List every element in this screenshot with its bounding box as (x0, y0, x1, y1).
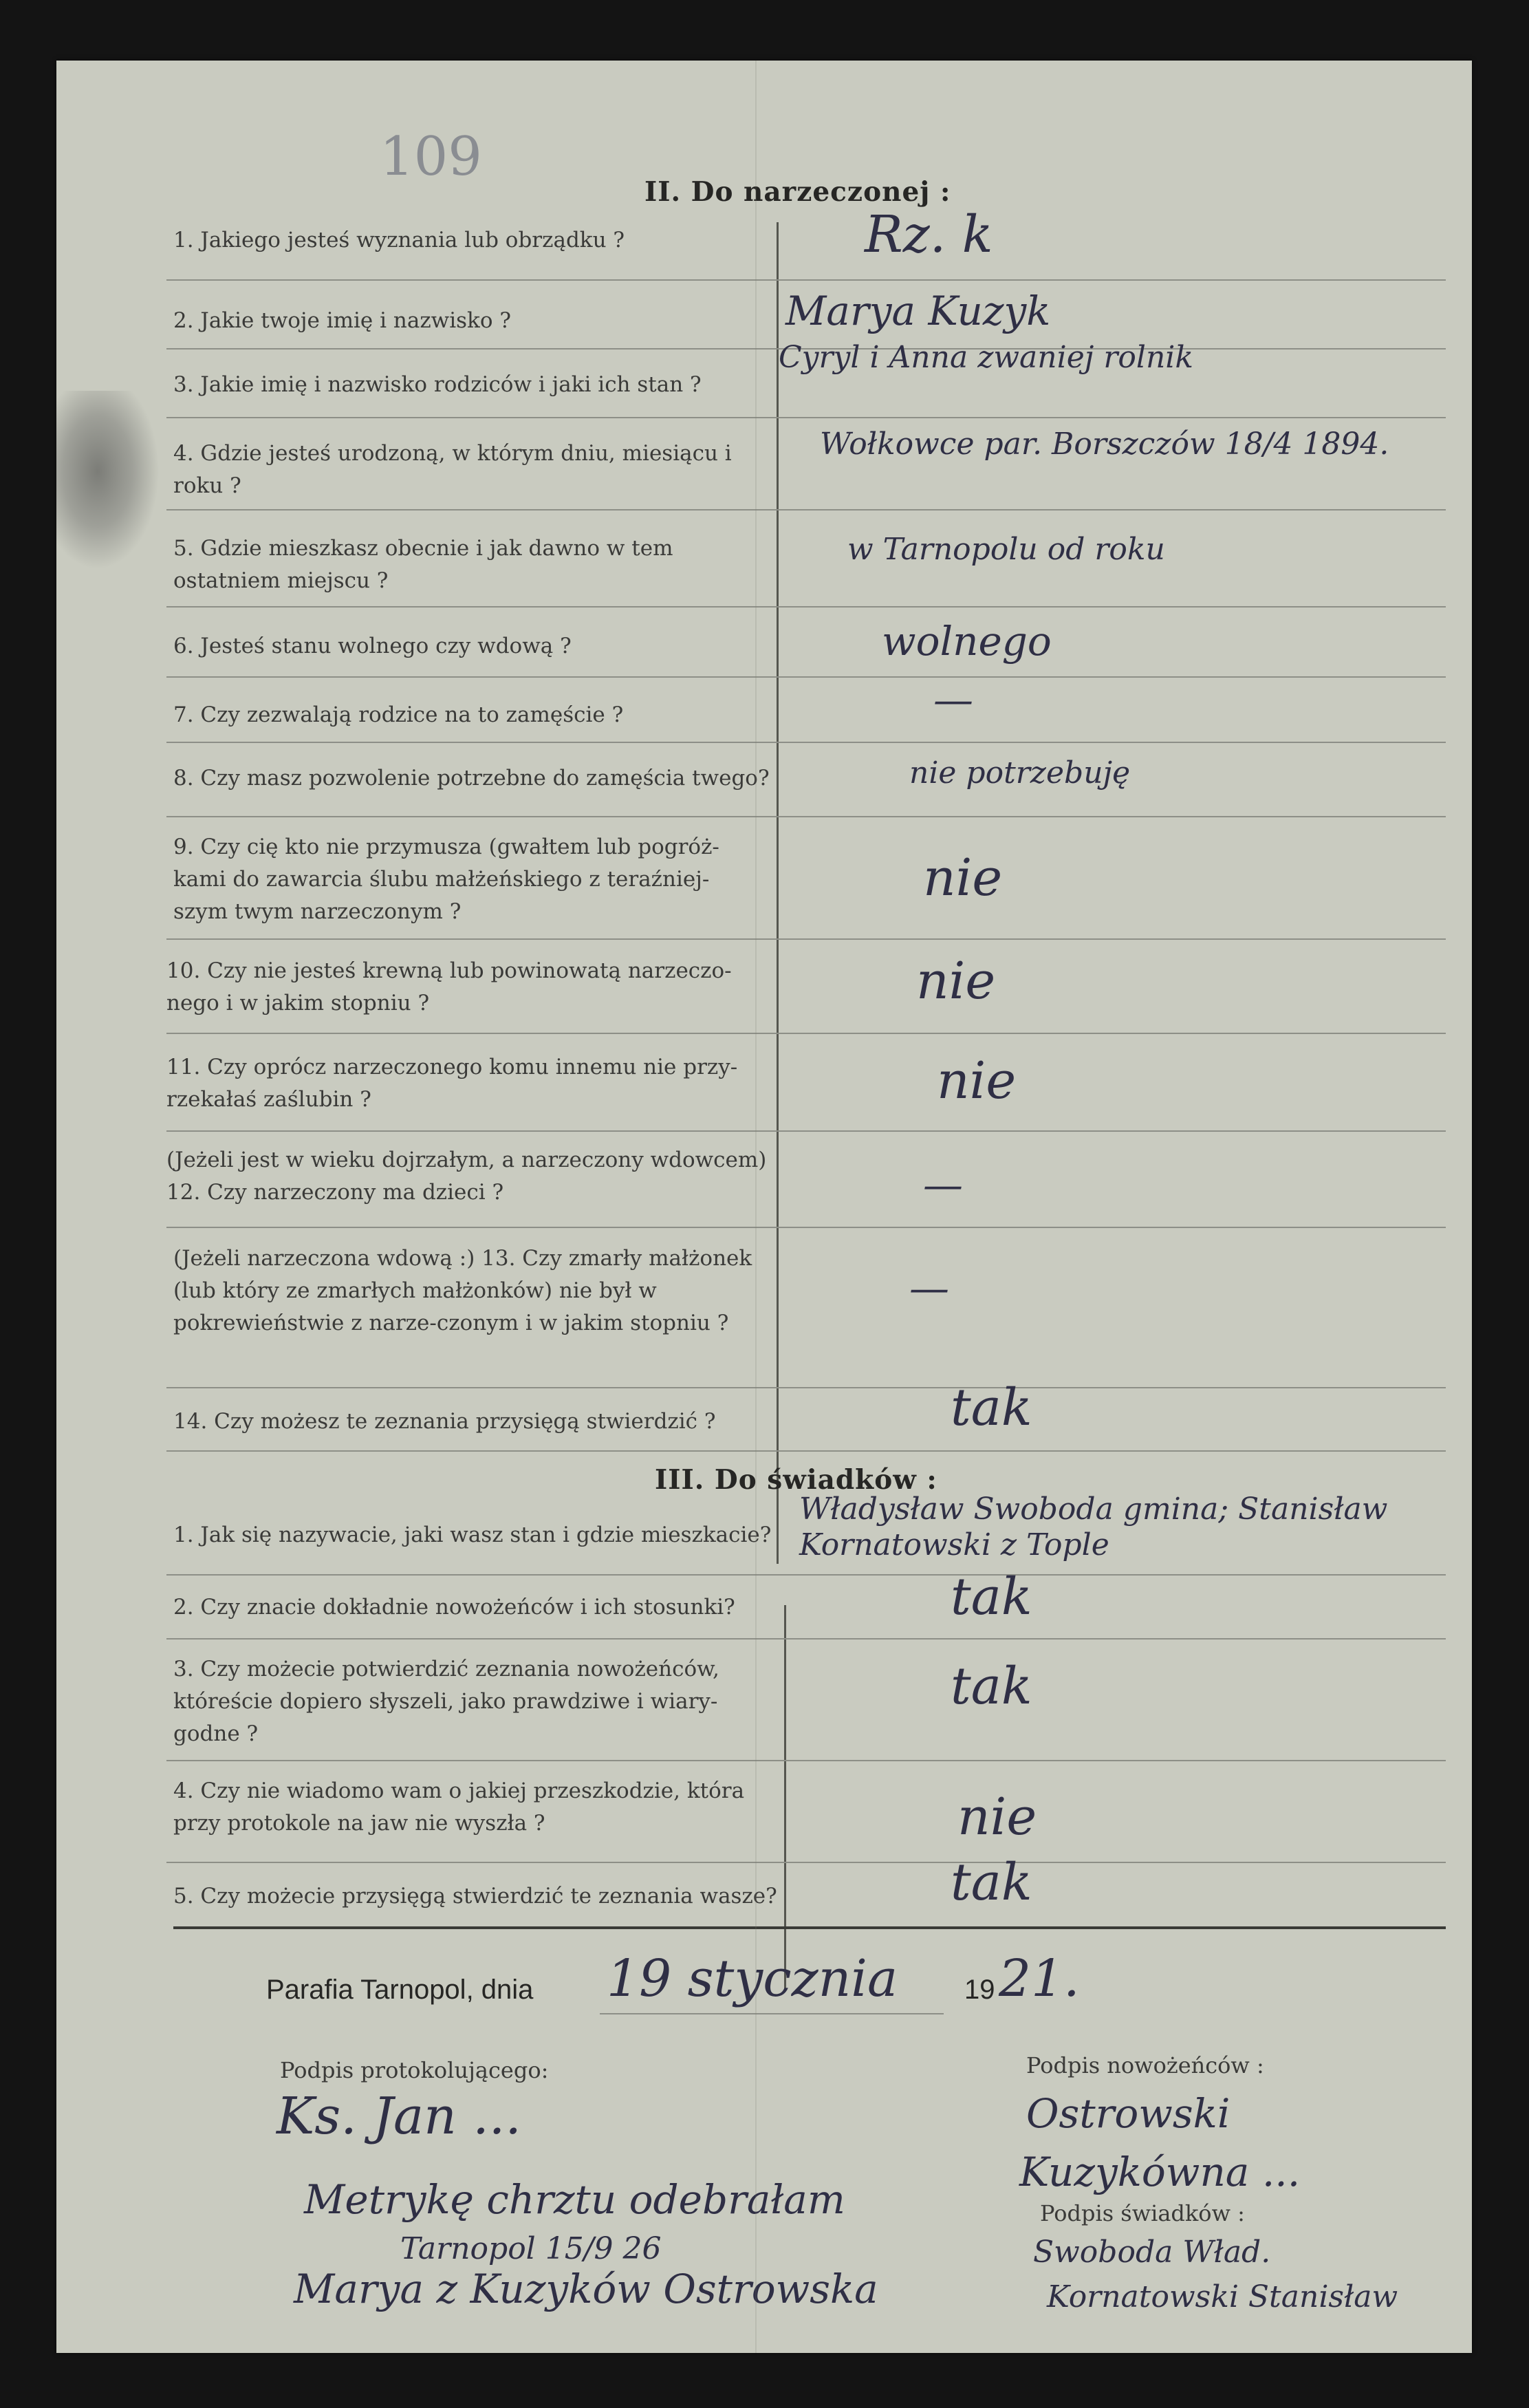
bride-answer-6: wolnego (882, 618, 1052, 665)
bride-question-13: (Jeżeli narzeczona wdową :) 13. Czy zmarły małżonek (lub który ze zmarłych małżonków) nie był w pokrewieństwie z narze-czonym i w jakim stopniu ? (173, 1246, 752, 1335)
row-divider (166, 1574, 1446, 1576)
bride-question-14: 14. Czy możesz te zeznania przysięgą stwierdzić ? (173, 1409, 716, 1434)
row-divider (166, 279, 1446, 281)
row-divider (166, 676, 1446, 678)
receipt-note-line-2: Tarnopol 15/9 26 (400, 2231, 662, 2266)
bride-answer-3: Cyryl i Anna zwaniej rolnik (779, 340, 1194, 375)
witness-signature-2: Kornatowski Stanisław (1047, 2279, 1398, 2314)
bride-answer-9: nie (923, 848, 1003, 907)
couple-signature-1: Ostrowski (1026, 2090, 1230, 2137)
bride-answer-1: Rz. k (865, 205, 993, 264)
row-divider (166, 1450, 1446, 1452)
row-divider (166, 938, 1446, 940)
section-title-witnesses: III. Do świadków : (655, 1464, 937, 1496)
witness-answer-3: tak (951, 1657, 1032, 1716)
bride-answer-5: w Tarnopolu od roku (847, 532, 1165, 567)
bride-answer-10: nie (916, 952, 996, 1011)
bride-question-2: 2. Jakie twoje imię i nazwisko ? (173, 308, 511, 333)
protocol-signature: Ks. Jan ... (276, 2087, 521, 2146)
bride-answer-11: nie (937, 1051, 1017, 1110)
witness-question-3: 3. Czy możecie potwierdzić zeznania nowożeńców, któreście dopiero słyszeli, jako prawdziwe i wiary-godne ? (173, 1657, 719, 1746)
bride-answer-12: — (923, 1161, 963, 1208)
row-divider (166, 742, 1446, 743)
row-divider (166, 1760, 1446, 1761)
ink-stain (56, 391, 160, 570)
bride-question-6: 6. Jesteś stanu wolnego czy wdową ? (173, 634, 572, 658)
bride-answer-13: — (909, 1265, 949, 1311)
row-divider (166, 1130, 1446, 1132)
row-divider (166, 1638, 1446, 1640)
witness-signature-1: Swoboda Wład. (1033, 2235, 1271, 2270)
form-page (56, 61, 1472, 2353)
witness-answer-1: Władysław Swoboda gmina; Stanisław Kornatowski z Tople (799, 1492, 1388, 1562)
protocol-signature-label: Podpis protokolującego: (280, 2057, 549, 2083)
witness-answer-4: nie (957, 1787, 1037, 1847)
page-number: 109 (380, 126, 482, 188)
bride-question-12: (Jeżeli jest w wieku dojrzałym, a narzeczony wdowcem) 12. Czy narzeczony ma dzieci ? (166, 1148, 767, 1205)
bride-question-9: 9. Czy cię kto nie przymusza (gwałtem lub pogróż-kami do zawarcia ślubu małżeńskiego z teraźniej-szym twym narzeczonym ? (173, 835, 719, 924)
bride-question-11: 11. Czy oprócz narzeczonego komu innemu nie przy-rzekałaś zaślubin ? (166, 1055, 738, 1112)
row-divider (166, 1033, 1446, 1034)
column-divider-witnesses (784, 1605, 786, 1989)
row-divider (166, 1862, 1446, 1863)
section-title-bride: II. Do narzeczonej : (644, 176, 951, 208)
bride-question-3: 3. Jakie imię i nazwisko rodziców i jaki ich stan ? (173, 372, 702, 397)
row-divider (166, 606, 1446, 608)
bride-question-8: 8. Czy masz pozwolenie potrzebne do zamęścia twego? (173, 766, 770, 791)
bride-question-1: 1. Jakiego jesteś wyznania lub obrządku ? (173, 228, 625, 252)
couple-signature-label: Podpis nowożeńców : (1026, 2052, 1264, 2078)
row-divider (166, 816, 1446, 817)
receipt-note-line-1: Metrykę chrztu odebrałam (304, 2176, 845, 2223)
witness-question-5: 5. Czy możecie przysięgą stwierdzić te zeznania wasze? (173, 1884, 777, 1909)
witness-question-4: 4. Czy nie wiadomo wam o jakiej przeszkodzie, która przy protokole na jaw nie wyszła ? (173, 1778, 745, 1836)
bride-answer-8: nie potrzebuję (909, 755, 1131, 791)
witness-answer-2: tak (951, 1567, 1032, 1626)
bride-question-4: 4. Gdzie jesteś urodzoną, w którym dniu, miesiącu i roku ? (173, 441, 732, 498)
column-divider (777, 222, 779, 1564)
bride-question-10: 10. Czy nie jesteś krewną lub powinowatą narzeczo-nego i w jakim stopniu ? (166, 958, 732, 1015)
date-handwritten: 19 stycznia (607, 1949, 898, 2008)
section-end-rule (173, 1926, 1446, 1929)
witness-question-1: 1. Jak się nazywacie, jaki wasz stan i gdzie mieszkacie? (173, 1523, 772, 1547)
date-underline (600, 2013, 944, 2014)
bride-answer-4: Wołkowce par. Borszczów 18/4 1894. (820, 427, 1389, 462)
row-divider (166, 417, 1446, 418)
bride-question-5: 5. Gdzie mieszkasz obecnie i jak dawno w tem ostatniem miejscu ? (173, 536, 673, 593)
witness-question-2: 2. Czy znacie dokładnie nowożeńców i ich stosunki? (173, 1595, 735, 1620)
year-handwritten: 21. (999, 1949, 1080, 2008)
bride-answer-2: Marya Kuzyk (785, 288, 1051, 334)
row-divider (166, 509, 1446, 510)
witness-signature-label: Podpis świadków : (1040, 2200, 1245, 2226)
row-divider (166, 1387, 1446, 1388)
year-printed: 19 (964, 1975, 995, 2005)
witness-answer-5: tak (951, 1853, 1032, 1912)
row-divider (166, 1227, 1446, 1228)
couple-signature-2: Kuzykówna ... (1019, 2149, 1301, 2195)
bride-question-7: 7. Czy zezwalają rodzice na to zamęście ? (173, 702, 624, 727)
receipt-note-line-3: Marya z Kuzyków Ostrowska (294, 2266, 878, 2312)
bride-answer-14: tak (951, 1378, 1032, 1437)
parish-line: Parafia Tarnopol, dnia (266, 1975, 534, 2005)
bride-answer-7: — (933, 676, 973, 723)
